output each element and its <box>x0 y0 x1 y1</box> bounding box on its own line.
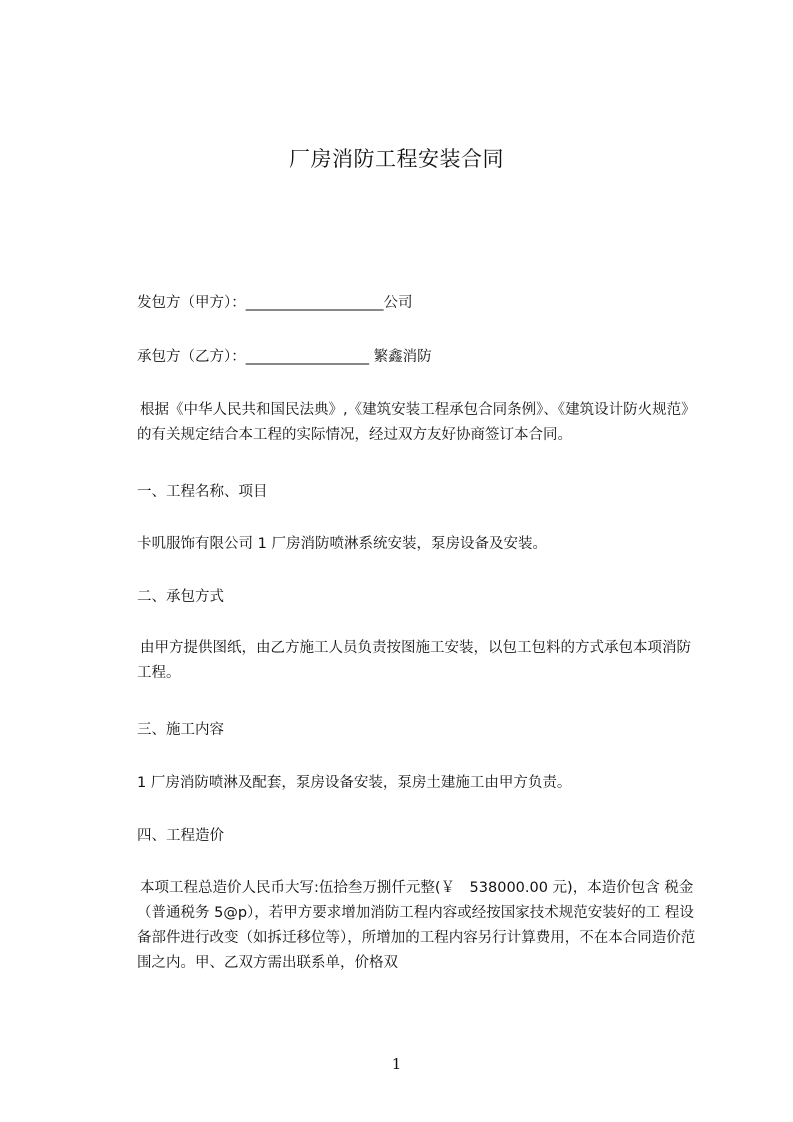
contract-title: 厂房消防工程安装合同 <box>289 147 504 171</box>
section2-body: 由甲方提供图纸，由乙方施工人员负责按图施工安装，以包工包料的方式承包本项消防工程。 <box>137 640 691 681</box>
section1-heading: 一、工程名称、项目 <box>137 484 268 500</box>
page-number: 1 <box>391 1055 402 1073</box>
party-a-blank: ___________________ <box>245 295 384 311</box>
intro-paragraph: 根据《中华人民共和国民法典》,《建筑安装工程承包合同条例》、《建筑设计防火规范》的有关规定结合本工程的实际情况，经过双方友好协商签订本合同。 <box>137 402 696 443</box>
party-a-line <box>137 291 413 312</box>
section2-heading: 二、承包方式 <box>137 589 224 605</box>
party-b-label: 承包方（乙方）： <box>137 349 246 365</box>
section1-body: 卡叽服饰有限公司 1 厂房消防喷淋系统安装，泵房设备及安装。 <box>137 536 547 552</box>
section4-body: 本项工程总造价人民币大写:伍拾叁万捌仟元整(￥ 538000.00 元)，本造价包含 税金（普通税务 5@p），若甲方要求增加消防工程内容或经按国家技术规范安装好的工 程设备部件进行改变（如拆迁移位等），所增加的工程内容另行计算费用，不在本合同造价范围之内。甲、乙双方需出联系单，价格双 <box>137 880 696 971</box>
party-a-suffix: 公司 <box>383 295 413 311</box>
party-b-value: 繁鑫消防 <box>369 349 432 365</box>
section4-heading: 四、工程造价 <box>137 828 224 844</box>
party-b-line <box>137 345 432 366</box>
section3-body: 1 厂房消防喷淋及配套，泵房设备安装，泵房土建施工由甲方负责。 <box>137 775 572 791</box>
section3-heading: 三、施工内容 <box>137 722 224 738</box>
party-b-blank: _________________ <box>245 349 369 365</box>
party-a-label: 发包方（甲方）： <box>137 295 246 311</box>
